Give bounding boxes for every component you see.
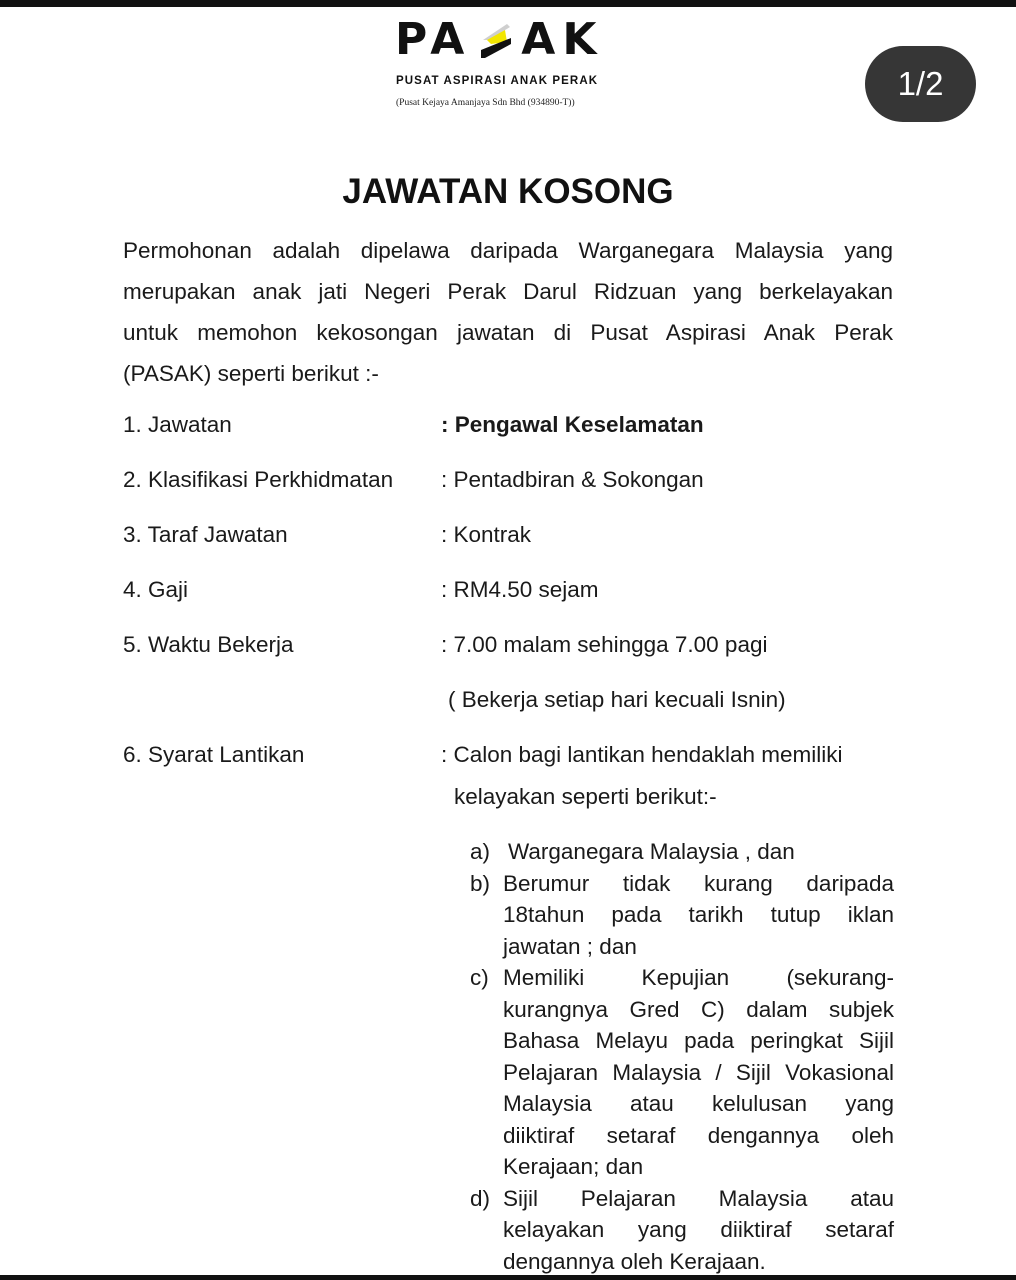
field-label: 6. Syarat Lantikan	[123, 742, 305, 767]
bottom-border	[0, 1275, 1016, 1280]
field-value: : 7.00 malam sehingga 7.00 pagi	[441, 632, 768, 657]
condition-marker: a)	[470, 839, 491, 864]
condition-line: 18tahun pada tarikh tutup iklan	[503, 902, 894, 927]
field-value: kelayakan seperti berikut:-	[454, 784, 717, 809]
condition-line: kelayakan yang diiktiraf setaraf	[503, 1217, 894, 1242]
field-label: 1. Jawatan	[123, 412, 232, 437]
condition-line: kurangnya Gred C) dalam subjek	[503, 996, 894, 1022]
condition-item	[470, 962, 894, 1183]
intro-paragraph	[123, 230, 893, 394]
field-value: : Pengawal Keselamatan	[441, 412, 704, 437]
condition-item	[470, 868, 894, 963]
logo-wordmark: PA AK	[395, 14, 604, 65]
intro-line: merupakan anak jati Negeri Perak Darul Ridzuan yang berkelayakan	[123, 279, 893, 304]
condition-line: diiktiraf setaraf dengannya oleh	[503, 1122, 894, 1148]
condition-item	[470, 1183, 894, 1278]
condition-line: Warganegara Malaysia , dan	[508, 839, 795, 864]
condition-line: Pelajaran Malaysia / Sijil Vokasional	[503, 1059, 894, 1085]
condition-marker: b)	[470, 870, 491, 896]
condition-item	[470, 836, 894, 868]
field-label: 4. Gaji	[123, 577, 189, 602]
top-border	[0, 0, 1016, 7]
condition-line: Memiliki Kepujian (sekurang-	[503, 965, 894, 990]
intro-line: (PASAK) seperti berikut :-	[123, 361, 379, 386]
condition-line: Malaysia atau kelulusan yang	[503, 1091, 894, 1116]
condition-line: jawatan ; dan	[503, 933, 637, 959]
condition-line: Berumur tidak kurang daripada	[503, 870, 894, 896]
field-label: 5. Waktu Bekerja	[123, 632, 294, 657]
logo-mark-icon	[477, 20, 515, 60]
field-value: ( Bekerja setiap hari kecuali Isnin)	[448, 687, 786, 712]
field-value: : Kontrak	[441, 522, 532, 547]
document-title: JAWATAN KOSONG	[342, 172, 674, 211]
field-label: 2. Klasifikasi Perkhidmatan	[123, 467, 394, 492]
pasak-logo	[395, 14, 619, 65]
condition-line: dengannya oleh Kerajaan.	[503, 1248, 766, 1274]
condition-line: Sijil Pelajaran Malaysia atau	[503, 1185, 894, 1211]
field-label: 3. Taraf Jawatan	[123, 522, 288, 547]
field-value: : RM4.50 sejam	[441, 577, 599, 602]
page-indicator-badge: 1/2	[865, 46, 976, 122]
condition-marker: d)	[470, 1185, 491, 1211]
intro-line: untuk memohon kekosongan jawatan di Pusat Aspirasi Anak Perak	[123, 320, 893, 345]
condition-marker: c)	[470, 965, 489, 990]
logo-company-name: (Pusat Kejaya Amanjaya Sdn Bhd (934890-T))	[396, 98, 575, 108]
conditions-list	[470, 836, 894, 1277]
intro-line: Permohonan adalah dipelawa daripada Warganegara Malaysia yang	[123, 238, 893, 263]
logo-tagline: PUSAT ASPIRASI ANAK PERAK	[396, 75, 599, 87]
condition-line: Kerajaan; dan	[503, 1154, 644, 1179]
field-value: : Calon bagi lantikan hendaklah memiliki	[441, 742, 843, 767]
field-value: : Pentadbiran & Sokongan	[441, 467, 704, 492]
condition-line: Bahasa Melayu pada peringkat Sijil	[503, 1028, 894, 1053]
